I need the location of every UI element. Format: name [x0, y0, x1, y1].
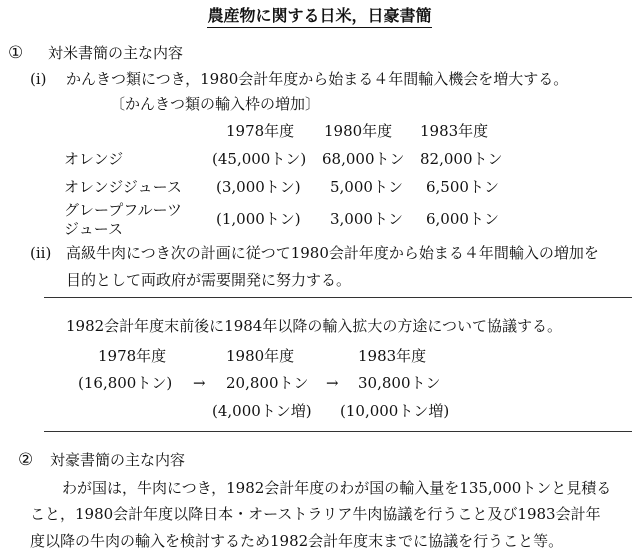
section2-line: わが国は，牛肉につき，1982会計年度のわが国の輸入量を135,000トンと見積る	[62, 479, 612, 497]
item-ii-line2: 目的として両政府が需要開発に努力する。	[66, 271, 352, 289]
document-title: 農産物に関する日米，日豪書簡	[0, 8, 639, 24]
quota-caption: 〔かんきつ類の輸入枠の増加〕	[110, 95, 321, 113]
quota-col-1983: 1983年度	[420, 122, 489, 140]
quota-row-value: 5,000トン	[330, 178, 403, 196]
quota-row-value: 68,000トン	[322, 150, 405, 168]
quota-row-product-line2: ジュース	[64, 220, 123, 238]
box-year: 1983年度	[358, 347, 427, 365]
quota-row-value: 6,500トン	[426, 178, 499, 196]
item-ii-marker: (ii)	[30, 244, 52, 262]
box-value: (16,800トン)	[78, 374, 173, 392]
quota-row-product: グレープフルーツ	[64, 201, 183, 219]
box-value: 20,800トン	[226, 374, 309, 392]
item-i-marker: (i)	[30, 70, 47, 88]
quota-row-value: (1,000トン)	[216, 210, 301, 228]
box-year: 1980年度	[226, 347, 295, 365]
box-top-rule	[44, 297, 632, 298]
box-increase: (10,000トン増)	[340, 402, 450, 420]
box-note: 1982会計年度末前後に1984年以降の輸入拡大の方途について協議する。	[66, 317, 563, 335]
box-value: 30,800トン	[358, 374, 441, 392]
quota-col-1978: 1978年度	[226, 122, 295, 140]
section2-marker: ②	[18, 450, 34, 470]
quota-row-value: 82,000トン	[420, 150, 503, 168]
box-year: 1978年度	[98, 347, 167, 365]
quota-row-value: (45,000トン)	[212, 150, 307, 168]
item-ii-line1: 高級牛肉につき次の計画に従つて1980会計年度から始まる４年間輸入の増加を	[66, 244, 599, 262]
quota-row-value: 6,000トン	[426, 210, 499, 228]
quota-row-value: 3,000トン	[330, 210, 403, 228]
section2-heading: 対豪書簡の主な内容	[50, 451, 186, 469]
section2-line: こと，1980会計年度以降日本・オーストラリア牛肉協議を行うこと及び1983会計年	[30, 505, 601, 523]
arrow-glyph: →	[193, 374, 206, 392]
item-i-text: かんきつ類につき，1980会計年度から始まる４年間輸入機会を増大する。	[66, 70, 569, 88]
quota-col-1980: 1980年度	[324, 122, 393, 140]
box-increase: (4,000トン増)	[212, 402, 312, 420]
quota-row-product: オレンジジュース	[64, 178, 182, 196]
arrow-glyph: →	[326, 374, 339, 392]
quota-row-product: オレンジ	[64, 150, 124, 168]
quota-row-value: (3,000トン)	[216, 178, 301, 196]
section1-marker: ①	[8, 43, 24, 63]
box-bottom-rule	[44, 431, 632, 432]
section1-heading: 対米書簡の主な内容	[48, 44, 184, 62]
section2-line: 度以降の牛肉の輸入を検討するため1982会計年度末までに協議を行うこと等。	[30, 532, 564, 550]
